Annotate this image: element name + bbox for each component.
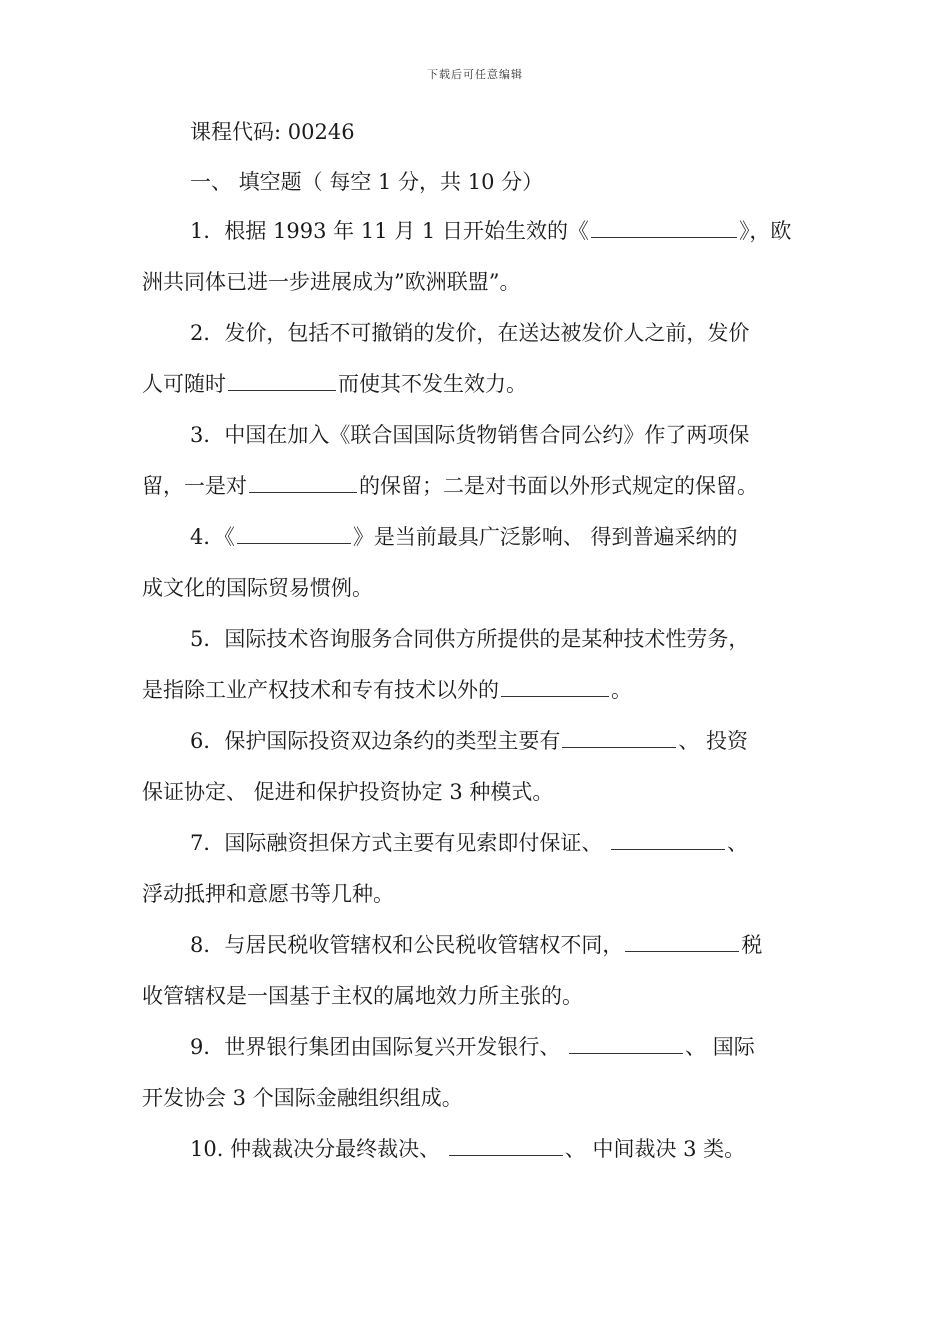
question-9-text-b: 、 国际	[685, 1035, 755, 1059]
question-3-line-2	[142, 470, 758, 500]
question-3-text-b: 留，一是对	[142, 474, 247, 498]
question-8-text-c: 收管辖权是一国基于主权的属地效力所主张的。	[142, 984, 583, 1008]
answer-blank	[569, 1035, 683, 1054]
question-1-line-1	[190, 215, 791, 245]
question-2-text-a: 2．发价，包括不可撤销的发价，在送达被发价人之前，发价	[190, 321, 750, 345]
question-5-text-a: 5．国际技术咨询服务合同供方所提供的是某种技术性劳务，	[190, 627, 750, 651]
question-4-line-1	[190, 521, 738, 551]
answer-blank	[625, 933, 739, 952]
answer-blank	[611, 831, 725, 850]
question-5-text-c: 。	[611, 678, 632, 702]
question-6-text-a: 6．保护国际投资双边条约的类型主要有	[190, 729, 561, 753]
answer-blank	[562, 729, 676, 748]
question-7-text-c: 浮动抵押和意愿书等几种。	[142, 882, 394, 906]
question-10-line-1	[190, 1133, 745, 1163]
question-4-text-b: 》是当前最具广泛影响、 得到普遍采纳的	[352, 525, 738, 549]
answer-blank	[501, 678, 609, 697]
question-9-text-c: 开发协会 3 个国际金融组织组成。	[142, 1086, 463, 1110]
question-10-text-a: 10. 仲裁裁决分最终裁决、	[190, 1137, 441, 1161]
question-9-line-1	[190, 1031, 755, 1061]
answer-blank	[249, 474, 357, 493]
question-8-text-a: 8．与居民税收管辖权和公民税收管辖权不同，	[190, 933, 624, 957]
question-3-text-c: 的保留；二是对书面以外形式规定的保留。	[359, 474, 758, 498]
question-2-text-c: 而使其不发生效力。	[338, 372, 527, 396]
answer-blank	[449, 1137, 563, 1156]
question-8-line-1	[190, 929, 762, 959]
question-4-text-a: 4．《	[190, 525, 235, 549]
section-title: 一、 填空题（ 每空 1 分，共 10 分）	[190, 170, 544, 194]
question-7-line-1	[190, 827, 748, 857]
page-header-note: 下载后可任意编辑	[427, 68, 523, 81]
question-7-text-a: 7．国际融资担保方式主要有见索即付保证、	[190, 831, 603, 855]
question-8-text-b: 税	[741, 933, 763, 957]
question-9-text-a: 9．世界银行集团由国际复兴开发银行、	[190, 1035, 561, 1059]
question-1-text-a: 1．根据 1993 年 11 月 1 日开始生效的《	[190, 219, 589, 243]
question-7-text-b: 、	[727, 831, 749, 855]
question-2-text-b: 人可随时	[142, 372, 226, 396]
answer-blank	[591, 219, 737, 238]
question-3-text-a: 3．中国在加入《联合国国际货物销售合同公约》作了两项保	[190, 423, 750, 447]
question-6-line-1	[190, 725, 748, 755]
question-6-text-b: 、 投资	[678, 729, 749, 753]
question-4-text-c: 成文化的国际贸易惯例。	[142, 576, 373, 600]
course-code: 课程代码: 00246	[190, 120, 355, 144]
question-10-text-b: 、 中间裁决 3 类。	[564, 1137, 746, 1161]
answer-blank	[228, 372, 336, 391]
question-5-line-2	[142, 674, 632, 704]
question-6-text-c: 保证协定、 促进和保护投资协定 3 种模式。	[142, 780, 554, 804]
question-5-text-b: 是指除工业产权技术和专有技术以外的	[142, 678, 499, 702]
question-1-text-b: 》，欧	[738, 219, 792, 243]
answer-blank	[237, 525, 351, 544]
question-1-text-c: 洲共同体已进一步进展成为”欧洲联盟”。	[142, 270, 521, 294]
question-2-line-2	[142, 368, 527, 398]
